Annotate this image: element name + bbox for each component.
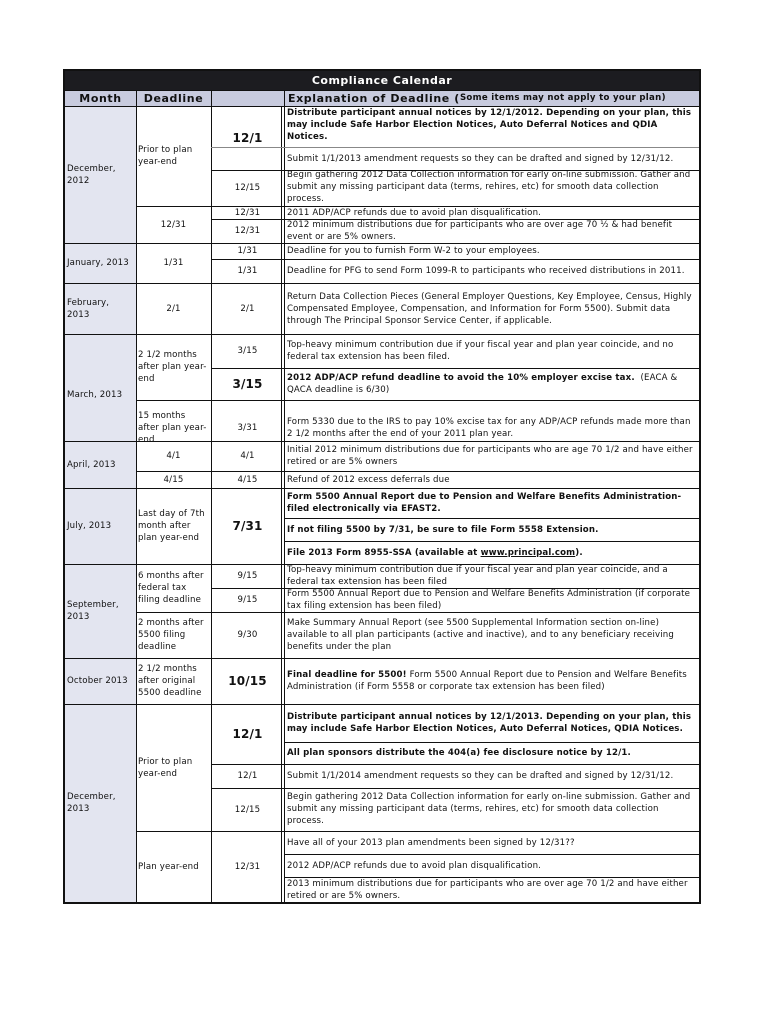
date-mar-2013-r1: 3/15 (237, 346, 258, 356)
deadline-label-feb-2013: 2/1 (166, 303, 181, 314)
month-apr-2013: April, 2013 (67, 459, 116, 470)
deadline-label-sep-2013-a: 6 months after federal tax filing deadline (138, 571, 204, 605)
date-apr-2013-r1: 4/1 (240, 451, 255, 461)
date-mar-2013-r3: 3/31 (237, 422, 258, 433)
month-dec-2012: December, 2012 (67, 163, 116, 186)
explanation-dec-2013-r3: Submit 1/1/2014 amendment requests so they can be drafted and signed by 12/31/12. (287, 771, 674, 781)
explanation-oct-2013-bold: Final deadline for 5500! (287, 670, 407, 680)
month-sep-2013: September, 2013 (67, 600, 119, 622)
explanation-mar-2013-r1: Top-heavy minimum contribution due if your fiscal year and plan year coincide, and no federal tax extension has been filed. (287, 340, 674, 362)
header-deadline: Deadline (136, 90, 211, 106)
header-explanation-note: Some items may not apply to your plan) (459, 93, 666, 103)
deadline-label-oct-2013: 2 1/2 months after original 5500 deadline (138, 664, 202, 698)
deadline-label-sep-2013-b: 2 months after 5500 filing deadline (138, 618, 204, 652)
date-dec-2013-r1: 12/1 (232, 727, 263, 741)
explanation-apr-2013-r1: Initial 2012 minimum distributions due for participants who are age 70 1/2 and have either retired or are 5% owners (287, 445, 693, 467)
explanation-mar-2013-r3: Form 5330 due to the IRS to pay 10% excise tax for any ADP/ACP refunds made more than 2 1/2 months after the end of your 2011 plan year. (287, 416, 691, 439)
date-sep-2013-r1: 9/15 (237, 571, 258, 581)
explanation-mar-2013-r2 (284, 368, 699, 400)
deadline-label-apr-2013-r2: 4/15 (163, 474, 184, 485)
explanation-dec-2012-r3: Begin gathering 2012 Data Collection information for early on-line submission. Gather and submit any missing participant data (terms, rehires, etc) for smooth data collection process. (287, 170, 691, 204)
explanation-dec-2013-r2: All plan sponsors distribute the 404(a) fee disclosure notice by 12/1. (287, 748, 631, 758)
compliance-calendar-table (63, 69, 701, 904)
deadline-label-dec-2013-prior: Prior to plan year-end (138, 756, 193, 779)
explanation-dec-2013-r1: Distribute participant annual notices by 12/1/2013. Depending on your plan, this may include Safe Harbor Election Notices, Auto Deferral Notices, QDIA Notices. (287, 712, 692, 734)
deadline-label-jul-2013: Last day of 7th month after plan year-end (138, 509, 205, 543)
date-dec-2013-r5: 12/31 (234, 861, 261, 872)
month-jan-2013: January, 2013 (67, 258, 129, 268)
explanation-mar-2013-r2-bold: 2012 ADP/ACP refund deadline to avoid the 10% employer excise tax. (287, 373, 635, 383)
header-explanation (284, 90, 699, 106)
date-jan-2013-r2: 1/31 (237, 266, 258, 276)
explanation-jul-2013-r3: File 2013 Form 8955-SSA (available at www.principal.com). (287, 547, 583, 558)
month-mar-2013: March, 2013 (67, 389, 123, 400)
explanation-sep-2013-r2: Form 5500 Annual Report due to Pension and Welfare Benefits Administration (if corporate tax filing extension has been filed) (287, 589, 691, 611)
deadline-label-dec-2012-yearend: 12/31 (160, 219, 187, 230)
header-explanation-label: Explanation of Deadline ( (288, 91, 460, 105)
explanation-dec-2012-r1: Distribute participant annual notices by 12/1/2012. Depending on your plan, this may include Safe Harbor Election Notices, Auto Deferral Notices and QDIA Notices. (287, 108, 692, 142)
principal-website-link[interactable]: www.principal.com (480, 547, 576, 558)
explanation-jul-2013-r1: Form 5500 Annual Report due to Pension and Welfare Benefits Administration-filed electronically via EFAST2. (287, 492, 682, 514)
explanation-dec-2013-r5a: Have all of your 2013 plan amendments been signed by 12/31?? (287, 837, 575, 848)
explanation-oct-2013 (284, 658, 699, 704)
explanation-dec-2012-r5: 2012 minimum distributions due for participants who are over age 70 ½ & had benefit event or are 5% owners. (287, 220, 673, 242)
date-dec-2013-r3: 12/1 (237, 771, 258, 781)
explanation-sep-2013-r3: Make Summary Annual Report (see 5500 Supplemental Information section on-line) available to all plan participants (active and inactive), and to any beneficiary receiving benefits under the plan (287, 618, 675, 652)
deadline-label-jan-2013: 1/31 (163, 258, 184, 268)
explanation-apr-2013-r2: Refund of 2012 excess deferrals due (287, 474, 450, 485)
date-mar-2013-r2: 3/15 (232, 377, 263, 391)
deadline-label-dec-2012-prior: Prior to plan year-end (138, 145, 193, 167)
explanation-sep-2013-r1: Top-heavy minimum contribution due if your fiscal year and plan year coincide, and a federal tax extension has been filed (287, 565, 668, 587)
deadline-label-mar-2013-a: 2 1/2 months after plan year-end (138, 350, 207, 384)
date-dec-2013-r4: 12/15 (234, 804, 261, 815)
explanation-dec-2012-r4: 2011 ADP/ACP refunds due to avoid plan disqualification. (287, 207, 542, 218)
date-jul-2013: 7/31 (232, 519, 263, 533)
explanation-feb-2013-r1: Return Data Collection Pieces (General Employer Questions, Key Employee, Census, Highly Compensated Employee, Compensation, and Information for Form 5500). Submit data through The Principal Sponsor Service Center, if applicable. (287, 291, 692, 326)
date-dec-2012-r1: 12/1 (232, 131, 263, 145)
explanation-oct-2013-rest: Form 5500 Annual Report due to Pension and Welfare Benefits Administration (if Form 5558 or corporate tax extension has been filed) (287, 670, 687, 692)
date-feb-2013-r1: 2/1 (240, 303, 255, 314)
date-jan-2013-r1: 1/31 (237, 246, 258, 256)
deadline-label-apr-2013-r1: 4/1 (166, 451, 181, 461)
explanation-jan-2013-r1: Deadline for you to furnish Form W-2 to your employees. (287, 246, 540, 256)
explanation-dec-2012-r2: Submit 1/1/2013 amendment requests so they can be drafted and signed by 12/31/12. (287, 153, 674, 164)
date-oct-2013: 10/15 (228, 674, 267, 688)
explanation-dec-2013-r4: Begin gathering 2012 Data Collection information for early on-line submission. Gather and submit any missing participant data (terms, rehires, etc) for smooth data collection process. (287, 792, 691, 826)
explanation-dec-2013-r5c: 2013 minimum distributions due for participants who are over age 70 1/2 and have either retired or are 5% owners. (287, 878, 688, 901)
date-sep-2013-r3: 9/30 (237, 630, 258, 640)
explanation-dec-2013-r5b: 2012 ADP/ACP refunds due to avoid plan disqualification. (287, 860, 542, 871)
date-apr-2013-r2: 4/15 (237, 474, 258, 485)
month-jul-2013: July, 2013 (67, 521, 112, 531)
deadline-label-mar-2013-b: 15 months after plan year-end (138, 410, 207, 445)
header-month: Month (65, 90, 136, 106)
calendar-title: Compliance Calendar (65, 71, 699, 90)
month-oct-2013: October 2013 (67, 676, 128, 686)
explanation-jan-2013-r2: Deadline for PFG to send Form 1099-R to participants who received distributions in 2011. (287, 266, 685, 276)
date-dec-2012-r3: 12/15 (234, 183, 261, 193)
header-date-col (211, 90, 284, 106)
date-dec-2012-r4: 12/31 (234, 207, 261, 218)
explanation-mar-2013-r2-note: (EACA & QACA deadline is 6/30) (287, 373, 678, 395)
month-feb-2013: February, 2013 (67, 297, 110, 320)
deadline-label-dec-2013-yearend: Plan year-end (138, 861, 199, 872)
date-sep-2013-r2: 9/15 (237, 595, 258, 605)
month-dec-2013: December, 2013 (67, 792, 116, 814)
explanation-jul-2013-r2: If not filing 5500 by 7/31, be sure to file Form 5558 Extension. (287, 524, 599, 535)
date-dec-2012-r5: 12/31 (234, 226, 261, 236)
